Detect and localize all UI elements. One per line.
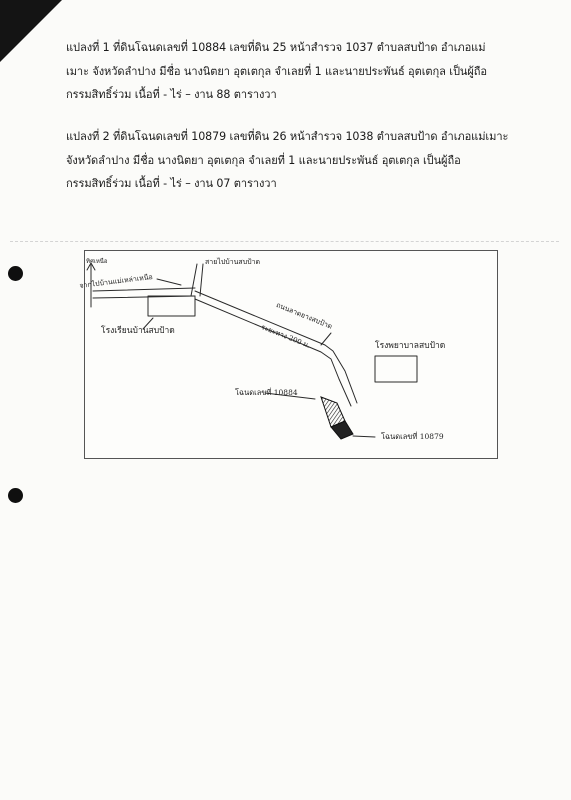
- school-building: [148, 296, 195, 316]
- parcel-2-line-3: กรรมสิทธิ์ร่วม เนื้อที่ - ไร่ – งาน 07 ตารางวา: [66, 177, 277, 191]
- parcel-1-line-1: แปลงที่ 1 ที่ดินโฉนดเลขที่ 10884 เลขที่ดิน 25 หน้าสำรวจ 1037 ตำบลสบป้าด อำเภอแม่: [66, 41, 486, 54]
- office-building: [375, 356, 417, 382]
- office-label: โรงพยาบาลสบป้าด: [375, 341, 446, 351]
- distance-label: ระยะทาง 200 ม.: [260, 323, 312, 350]
- punch-hole-top: [8, 266, 23, 281]
- parcel-2-line-2: จังหวัดลำปาง มีชื่อ นางนิตยา อุตเตกุล จำเลยที่ 1 และนายประพันธ์ อุตเตกุล เป็นผู้ถือ: [66, 153, 461, 167]
- parcel-2-line-1: แปลงที่ 2 ที่ดินโฉนดเลขที่ 10879 เลขที่ดิน 26 หน้าสำรวจ 1038 ตำบลสบป้าด อำเภอแม่เมาะ: [66, 130, 509, 143]
- school-label: โรงเรียนบ้านสบป้าด: [101, 326, 175, 336]
- parcel-1-paragraph: [66, 36, 536, 107]
- deed-2-arrow: [353, 436, 375, 437]
- road-left-label: จากไปบ้านแม่เหล่าเหนือ: [79, 273, 154, 290]
- road-top-label: สายไปบ้านสบป้าด: [205, 258, 261, 266]
- punch-hole-bottom: [8, 488, 23, 503]
- road-main-label: ถนนลาดยางสบป้าด: [275, 301, 334, 331]
- north-label: ทิศเหนือ: [86, 258, 108, 265]
- road-side: [321, 333, 331, 345]
- road-left-arrow: [157, 279, 181, 285]
- parcel-1-line-2: เมาะ จังหวัดลำปาง มีชื่อ นางนิตยา อุตเตกุล จำเลยที่ 1 และนายประพันธ์ อุตเตกุล เป็นผู้ถือ: [66, 64, 487, 78]
- parcel-1-line-3: กรรมสิทธิ์ร่วม เนื้อที่ - ไร่ – งาน 88 ตารางวา: [66, 88, 277, 102]
- deed-10884-label: โฉนดเลขที่ 10884: [235, 388, 298, 397]
- road-top: [191, 264, 203, 296]
- scan-corner-shadow: [0, 0, 62, 62]
- deed-10879-label: โฉนดเลขที่ 10879: [381, 432, 444, 441]
- page-fold-line: [10, 241, 559, 242]
- sketch-map: [79, 250, 498, 459]
- parcel-2-paragraph: [66, 125, 536, 196]
